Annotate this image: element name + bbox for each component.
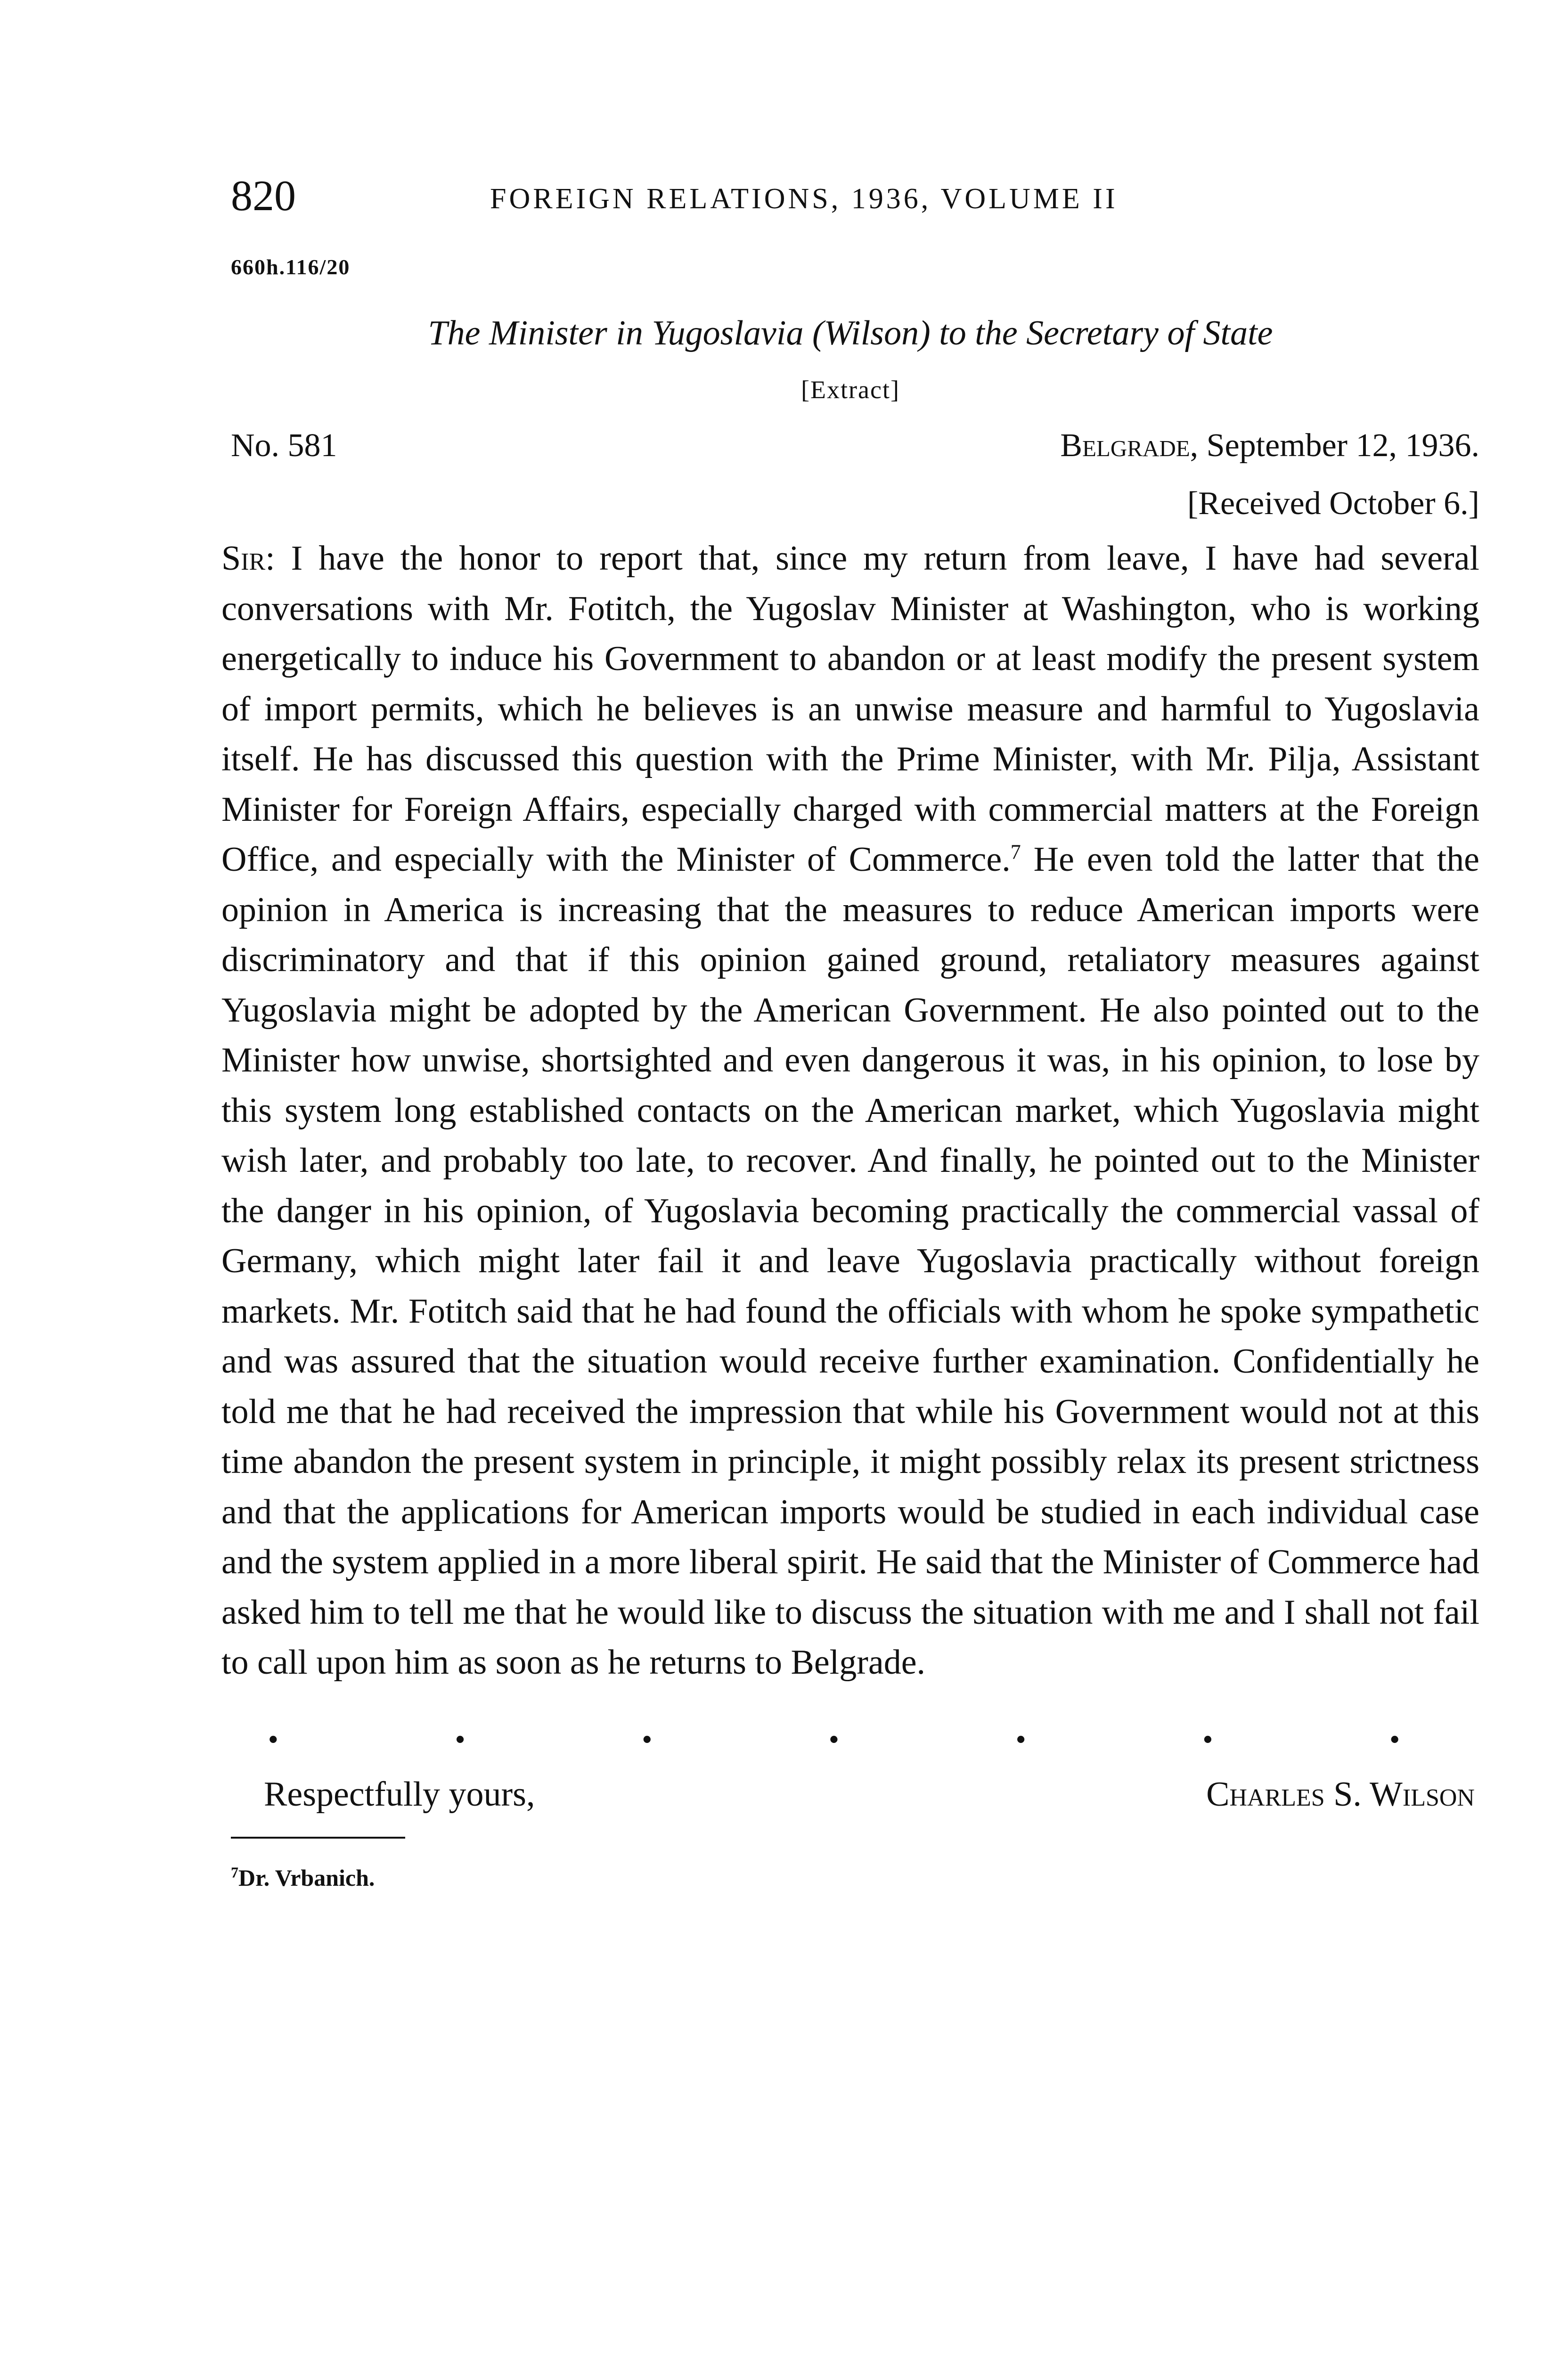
- file-number: 660h.116/20: [231, 255, 351, 279]
- extract-note: [Extract]: [801, 376, 900, 404]
- ellipsis-dot: •: [1016, 1725, 1026, 1754]
- ellipsis-dot: •: [1390, 1725, 1399, 1754]
- dispatch-number: No. 581: [231, 427, 337, 464]
- dateline-row: [221, 427, 1479, 479]
- ellipsis-dot: •: [455, 1725, 465, 1754]
- footnote: [231, 1864, 1479, 1891]
- ellipsis-dots: [221, 1725, 1479, 1755]
- dateline-place: Belgrade: [1060, 427, 1190, 464]
- body-text-part-1: : I have the honor to report that, since my return from leave, I have had several conversations with Mr. Fotitch, the Yugoslav Minister at Washington, who is working energetically to induce his Government to abandon or at least modify the present system of import permits, which he believes is an unwise measure and harmful to Yugoslavia itself. He has discussed this question with the Prime Minister, with Mr. Pilja, Assistant Minister for Foreign Affairs, especially charged with commercial matters at the Foreign Office, and especially with the Minister of Commerce.: [221, 539, 1479, 879]
- footnote-reference: 7: [1010, 840, 1021, 864]
- running-header-title: FOREIGN RELATIONS, 1936, VOLUME II: [490, 183, 1118, 215]
- dateline: [1060, 427, 1479, 465]
- running-header: [221, 170, 1479, 221]
- signature: Charles S. Wilson: [1206, 1775, 1475, 1814]
- salutation: Sir: [221, 539, 266, 578]
- ellipsis-dot: •: [269, 1725, 278, 1754]
- body-text-part-2: He even told the latter that the opinion in America is increasing that the measures to reduce American imports were discriminatory and that if this opinion gained ground, retaliatory measures against Yugoslavia might be adopted by the American Government. He also pointed out to the Minister how unwise, shortsighted and even dangerous it was, in his opinion, to lose by this system long established contacts on the American market, which Yugoslavia might wish later, and probably too late, to recover. And finally, he pointed out to the Minister the danger in his opinion, of Yugoslavia becoming practically the commercial vassal of Germany, which might later fail it and leave Yugoslavia practically without foreign markets. Mr. Fotitch said that he had found the officials with whom he spoke sympathetic and was assured that the situation would receive further examination. Confidentially he told me that he had received the impression that while his Government would not at this time abandon the present system in principle, it might possibly relax its present strictness and that the applications for American imports would be studied in each individual case and the system applied in a more liberal spirit. He said that the Minister of Commerce had asked him to tell me that he would like to discuss the situation with me and I shall not fail to call upon him as soon as he returns to Belgrade.: [221, 840, 1479, 1682]
- document-title: The Minister in Yugoslavia (Wilson) to the Secretary of State: [428, 314, 1273, 352]
- complimentary-close: Respectfully yours,: [264, 1775, 535, 1814]
- footnote-text: Dr. Vrbanich.: [238, 1864, 375, 1891]
- ellipsis-dot: •: [1203, 1725, 1213, 1754]
- body-paragraph: [221, 533, 1479, 1688]
- footnote-rule: [231, 1837, 405, 1839]
- closing-row: [221, 1775, 1479, 1826]
- received-date: [Received October 6.]: [1187, 485, 1479, 522]
- footnote-mark: 7: [231, 1863, 238, 1881]
- dateline-date: , September 12, 1936.: [1190, 427, 1479, 464]
- ellipsis-dot: •: [642, 1725, 652, 1754]
- document-page: [221, 170, 1479, 1891]
- ellipsis-dot: •: [829, 1725, 839, 1754]
- page-number: 820: [231, 172, 296, 220]
